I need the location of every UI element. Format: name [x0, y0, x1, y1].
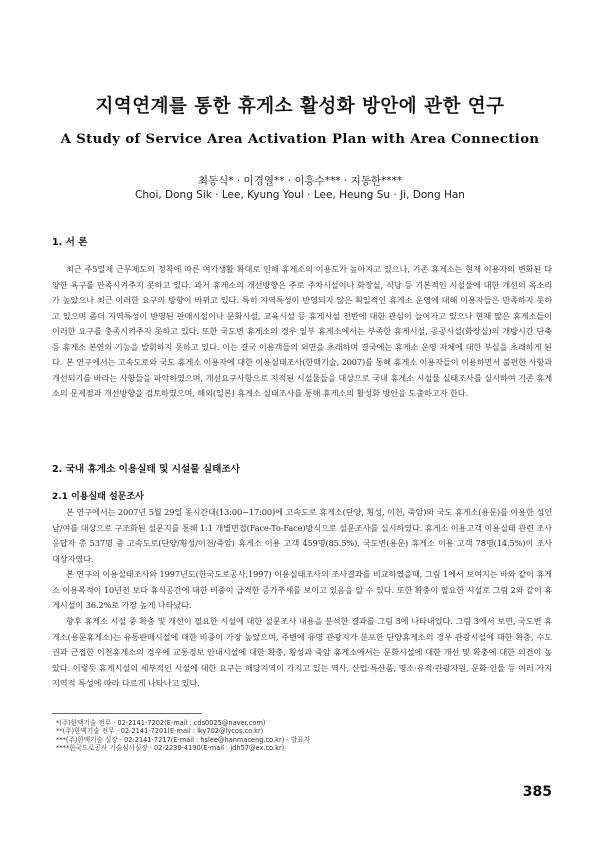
- footnote-divider: [52, 713, 202, 714]
- page-number: 385: [522, 784, 552, 800]
- footnote-3: ***(주)한맥기술 실장 · 02-2141-7217(E-mail : hslee@hanmaceng.co.kr) - 발표자: [56, 735, 310, 744]
- section-1-paragraph-2: 본 연구에서는 고속도로와 국도 휴게소 이용자에 대한 이용실태조사(한맥기술, 2007)를 통해 휴게소 이용자들이 이용하면서 불편한 사항과 개선되기를 바라는 사항들을 파악하였으며, 개선요구사항으로 지적된 시설물들을 대상으로 국내 휴게소 시설물 실태조사를 실시하여 기존 휴게소의 문제점과 개선방향을 검토하였으며, 해외(일본) 휴게소 실태조사를 통해 휴게소의 활성화 방안을 도출하고자 한다.: [52, 357, 552, 398]
- footnote-1: *(주)한맥기술 전무 · 02-2141-7202(E-mail : cds0025@naver.com): [56, 719, 266, 727]
- section-1-paragraph-1: 최근 주5일제 근무제도의 정착에 따른 여가생활 확대로 인해 휴게소의 이용도가 높아지고 있으나, 기존 휴게소는 현재 이용자의 변화된 다양한 욕구를 만족시켜주지 못하고 있다. 과거 휴게소의 개선방향은 주로 주차시설이나 화장실, 식당 등 기본적인 시설물에 대한 개선의 목소리가 높았으나 최근 이러한 요구의 방향이 바뀌고 있다. 특히 지역특성이 반영되지 않은 획일적인 휴게소 운영에 대해 이용자들은 만족하지 못하고 있으며 좀더 지역특성이 반영된 판매시설이나 문화시설, 교육시설 등 휴게시설 전반에 대한 관심이 늘어가고 있으나 현재 많은 휴게소들이 이러한 요구를 충족시켜주지 못하고 있다. 또한 국도변 휴게소의 경우 일부 휴게소에서는 부족한 휴게시설, 공공시설(화장실)의 개방시간 단축 등 휴게소 본연의 기능을 발휘하지 못하고 있다. 이는 결국 이용객들의 외면을 초래하며 결국에는 휴게소 운영 자체에 대한 부실을 초래하게 된다.: [52, 264, 552, 367]
- section-2-paragraph-3: 향후 휴게소 시설 중 확충 및 개선이 필요한 시설에 대한 설문조사 내용을 분석한 결과를 그림 3에 나타내었다. 그림 3에서 보면, 국도변 휴게소(용문휴게소)는 유통판매시설에 대한 비중이 가장 높았으며, 주변에 유명 관광지가 분포한 단양휴게소의 경우 관광시설에 대한 확충, 수도권과 근접한 이천휴게소의 경우에 교통정보 안내시설에 대한 확충, 횡성과 죽암 휴게소에서는 문화시설에 대한 개선 및 확충에 대한 의견이 높았다. 이렇듯 휴게시설의 세부적인 시설에 대한 요구는 해당지역이 가지고 있는 역사, 산업·특산품, 명소·유적·관광자원, 문화·인물 등 여러 가지 지역적 특성에 따라 다르게 나타나고 있다.: [52, 616, 552, 688]
- title-english: A Study of Service Area Activation Plan with Area Connection: [60, 132, 540, 147]
- footnote-4: ****한국도로공사 기술심사실장 · 02-2230-4190(E-mail : jdh57@ex.co.kr): [56, 744, 285, 753]
- subsection-2-1-heading: 2.1 이용실태 설문조사: [52, 492, 144, 502]
- section-2-paragraph-1: 본 연구에서는 2007년 5월 29일 동시간대(13:00~17:00)에 고속도로 휴게소(단양, 횡성, 이천, 죽암)와 국도 휴게소(용문)를 이용한 성인 남/여를 대상으로 구조화된 설문지를 통해 1:1 개별면접(Face-To-Face)방식으로 설문조사를 실시하였다. 휴게소 이용고객 이용실태 관련 조사 응답자 총 537명 중 고속도로(단양/횡성/이천/죽암) 휴게소 이용 고객 459명(85.5%), 국도변(용문) 휴게소 이용 고객 78명(14.5%)이 조사 대상자였다.: [52, 507, 552, 564]
- authors-english: Choi, Dong Sik · Lee, Kyung Youl · Lee, Heung Su · Ji, Dong Han: [135, 189, 465, 201]
- section-1-heading: 1. 서 론: [52, 237, 88, 248]
- authors-korean: 최동식* · 이경열** · 이흥수*** · 지동한****: [197, 175, 403, 187]
- title-korean: 지역연계를 통한 휴게소 활성화 방안에 관한 연구: [95, 96, 505, 117]
- footnotes: [56, 719, 516, 753]
- section-2-heading: 2. 국내 휴게소 이용실태 및 시설물 실태조사: [52, 464, 240, 475]
- footnote-2: **(주)한맥기술 전무 · 02-2141-7201(E-mail : lky702@lycos.co.kr): [56, 727, 264, 736]
- section-2-paragraph-2: 본 연구의 이용실태조사와 1997년도(한국도로공사,1997) 이용실태조사의 조사결과를 비교하였을때, 그림 1에서 보여지는 바와 같이 휴게소 이용목적이 10년전 보다 휴식공간에 대한 비중이 급격한 증가추세를 보이고 있음을 알 수 있다. 또한 확충이 필요한 시설로 그림 2와 같이 휴게시설이 36.2%로 가장 높게 나타났다.: [52, 569, 552, 610]
